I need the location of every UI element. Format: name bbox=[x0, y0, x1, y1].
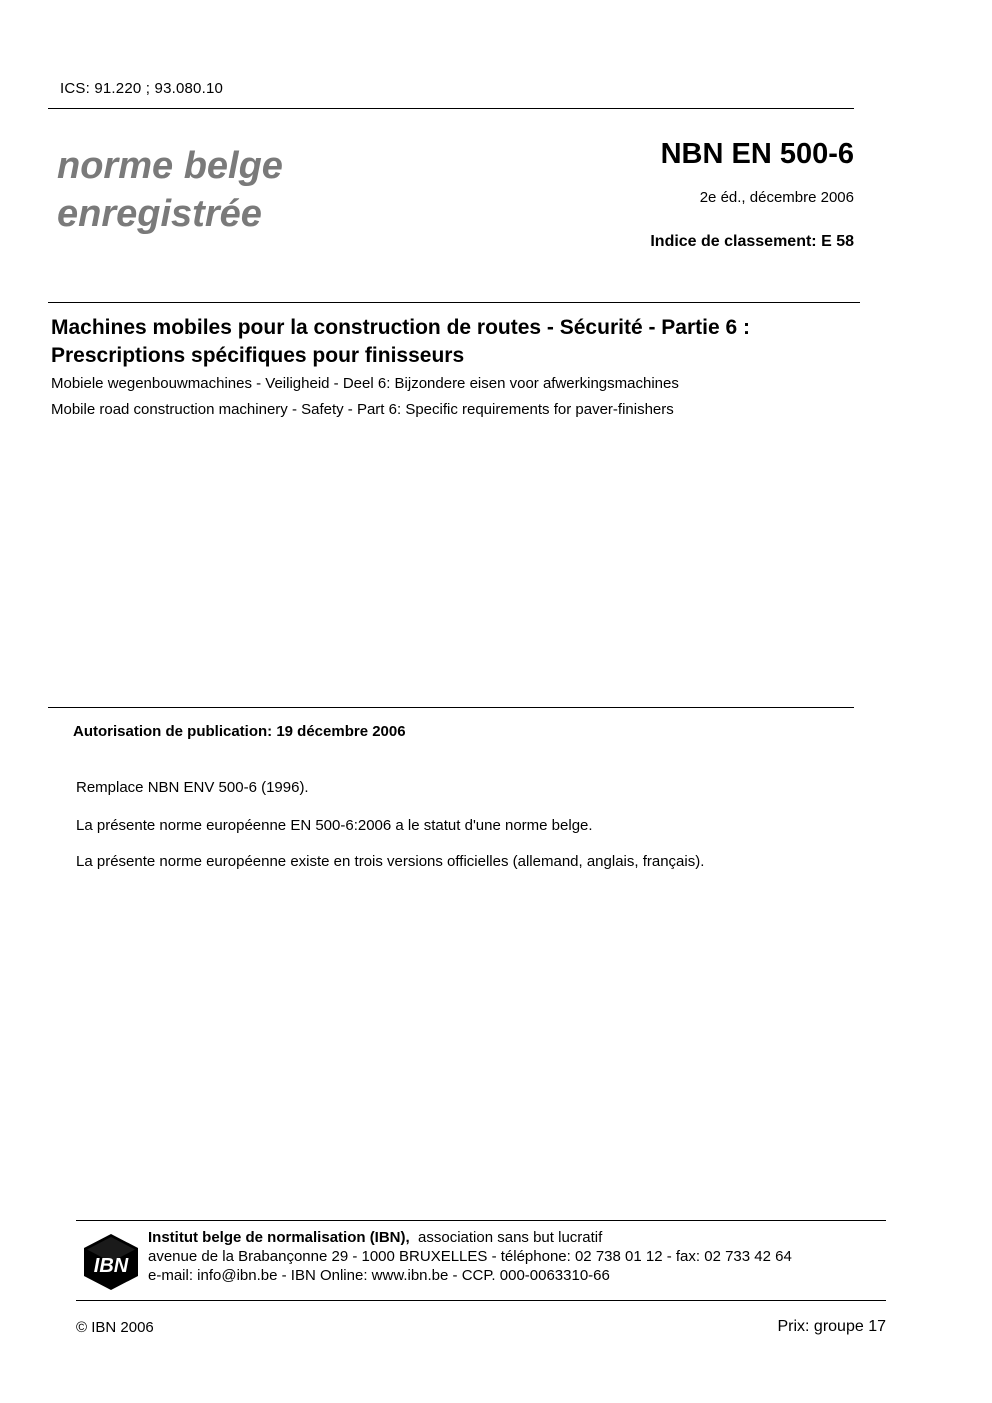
ibn-logo-text: IBN bbox=[93, 1255, 129, 1277]
ibn-logo-icon bbox=[84, 1234, 138, 1290]
title-french-line-2: Prescriptions spécifiques pour finisseurs bbox=[51, 344, 465, 367]
title-english: Mobile road construction machinery - Safety - Part 6: Specific requirements for paver-finishers bbox=[51, 401, 674, 418]
status-paragraph: La présente norme européenne EN 500-6:2006 a le statut d'une norme belge. bbox=[76, 817, 593, 834]
ics-code: ICS: 91.220 ; 93.080.10 bbox=[60, 80, 224, 97]
replaces-paragraph: Remplace NBN ENV 500-6 (1996). bbox=[76, 779, 309, 796]
institute-address: avenue de la Brabançonne 29 - 1000 BRUXELLES - téléphone: 02 738 01 12 - fax: 02 733 42 64 bbox=[148, 1248, 792, 1265]
publication-rule bbox=[48, 707, 854, 708]
publication-authorization: Autorisation de publication: 19 décembre 2006 bbox=[73, 723, 406, 740]
institute-name: Institut belge de normalisation (IBN), bbox=[148, 1229, 410, 1246]
footer-bottom-rule bbox=[76, 1300, 886, 1301]
institute-contact: e-mail: info@ibn.be - IBN Online: www.ibn.be - CCP. 000-0063310-66 bbox=[148, 1267, 610, 1284]
price-group: Prix: groupe 17 bbox=[777, 1318, 886, 1335]
institute-info bbox=[148, 1228, 792, 1285]
title-french bbox=[51, 314, 750, 370]
versions-paragraph: La présente norme européenne existe en trois versions officielles (allemand, anglais, français). bbox=[76, 853, 705, 870]
title-rule bbox=[48, 302, 860, 303]
norme-line-2: enregistrée bbox=[57, 193, 262, 235]
title-dutch: Mobiele wegenbouwmachines - Veiligheid - Deel 6: Bijzondere eisen voor afwerkingsmachines bbox=[51, 375, 679, 392]
title-french-line-1: Machines mobiles pour la construction de routes - Sécurité - Partie 6 : bbox=[51, 316, 750, 339]
standard-code: NBN EN 500-6 bbox=[660, 138, 854, 170]
norme-belge-heading bbox=[57, 142, 283, 238]
classification-index: Indice de classement: E 58 bbox=[650, 233, 854, 250]
footer-top-rule bbox=[76, 1220, 886, 1221]
copyright: © IBN 2006 bbox=[76, 1319, 154, 1336]
edition-date: 2e éd., décembre 2006 bbox=[699, 189, 854, 206]
institute-type: association sans but lucratif bbox=[418, 1229, 603, 1246]
norme-line-1: norme belge bbox=[57, 145, 283, 187]
top-rule bbox=[48, 108, 854, 109]
